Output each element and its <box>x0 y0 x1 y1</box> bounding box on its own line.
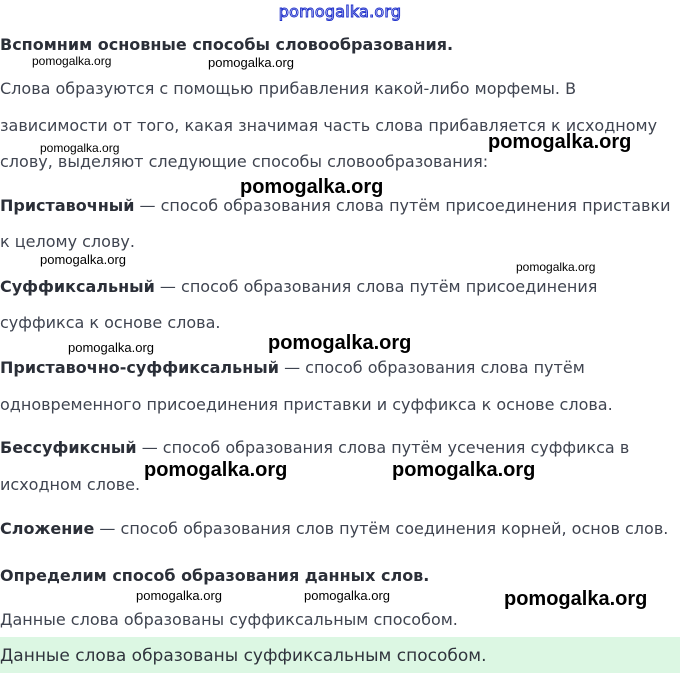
watermark: pomogalka.org <box>488 131 632 153</box>
intro-line-1: Слова образуются с помощью прибавления какой-либо морфемы. В <box>0 79 577 98</box>
site-logo[interactable]: pomogalka.org <box>278 2 402 21</box>
method-prefix-suffix-line-1 <box>0 358 585 378</box>
method-term-prefix-suffix: Приставочно-суффиксальный <box>0 358 279 377</box>
method-term-suffix: Суффиксальный <box>0 277 155 296</box>
watermark: pomogalka.org <box>208 55 294 70</box>
method-desc-nonsuffix: — способ образования слова путём усечения суффикса в <box>136 438 630 457</box>
watermark: pomogalka.org <box>240 176 384 198</box>
method-term-compound: Сложение <box>0 519 95 538</box>
watermark: pomogalka.org <box>136 588 222 603</box>
watermark: pomogalka.org <box>40 141 120 155</box>
method-nonsuffix-line-2: исходном слове. <box>0 475 141 494</box>
answer-text: Данные слова образованы суффиксальным способом. <box>0 646 487 666</box>
method-prefix-line-1 <box>0 196 671 216</box>
method-compound-line-1 <box>0 519 668 539</box>
method-suffix-line-2: суффикса к основе слова. <box>0 313 221 332</box>
intro-line-3: слову, выделяют следующие способы словообразования: <box>0 152 489 171</box>
watermark: pomogalka.org <box>268 332 412 354</box>
method-desc-prefix: — способ образования слова путём присоединения приставки <box>134 196 671 215</box>
section-heading-determine: Определим способ образования данных слов. <box>0 566 430 585</box>
watermark: pomogalka.org <box>68 340 154 355</box>
method-nonsuffix-line-1 <box>0 438 629 458</box>
method-suffix-line-1 <box>0 277 597 297</box>
watermark: pomogalka.org <box>32 54 112 68</box>
section-heading-methods: Вспомним основные способы словообразования. <box>0 35 454 54</box>
watermark: pomogalka.org <box>516 260 596 274</box>
method-prefix-suffix-line-2: одновременного присоединения приставки и суффикса к основе слова. <box>0 395 613 414</box>
method-desc-suffix: — способ образования слова путём присоединения <box>154 277 598 296</box>
watermark: pomogalka.org <box>504 588 648 610</box>
method-desc-compound: — способ образования слов путём соединения корней, основ слов. <box>94 519 669 538</box>
watermark: pomogalka.org <box>144 459 288 481</box>
watermark: pomogalka.org <box>304 588 390 603</box>
method-desc-prefix-suffix: — способ образования слова путём <box>278 358 585 377</box>
intro-line-2: зависимости от того, какая значимая часть слова прибавляется к исходному <box>0 116 658 135</box>
watermark: pomogalka.org <box>40 252 126 267</box>
answer-box <box>0 637 680 673</box>
method-term-nonsuffix: Бессуфиксный <box>0 438 137 457</box>
method-term-prefix: Приставочный <box>0 196 135 215</box>
method-prefix-line-2: к целому слову. <box>0 232 135 251</box>
section2-text: Данные слова образованы суффиксальным способом. <box>0 610 458 629</box>
watermark: pomogalka.org <box>392 459 536 481</box>
